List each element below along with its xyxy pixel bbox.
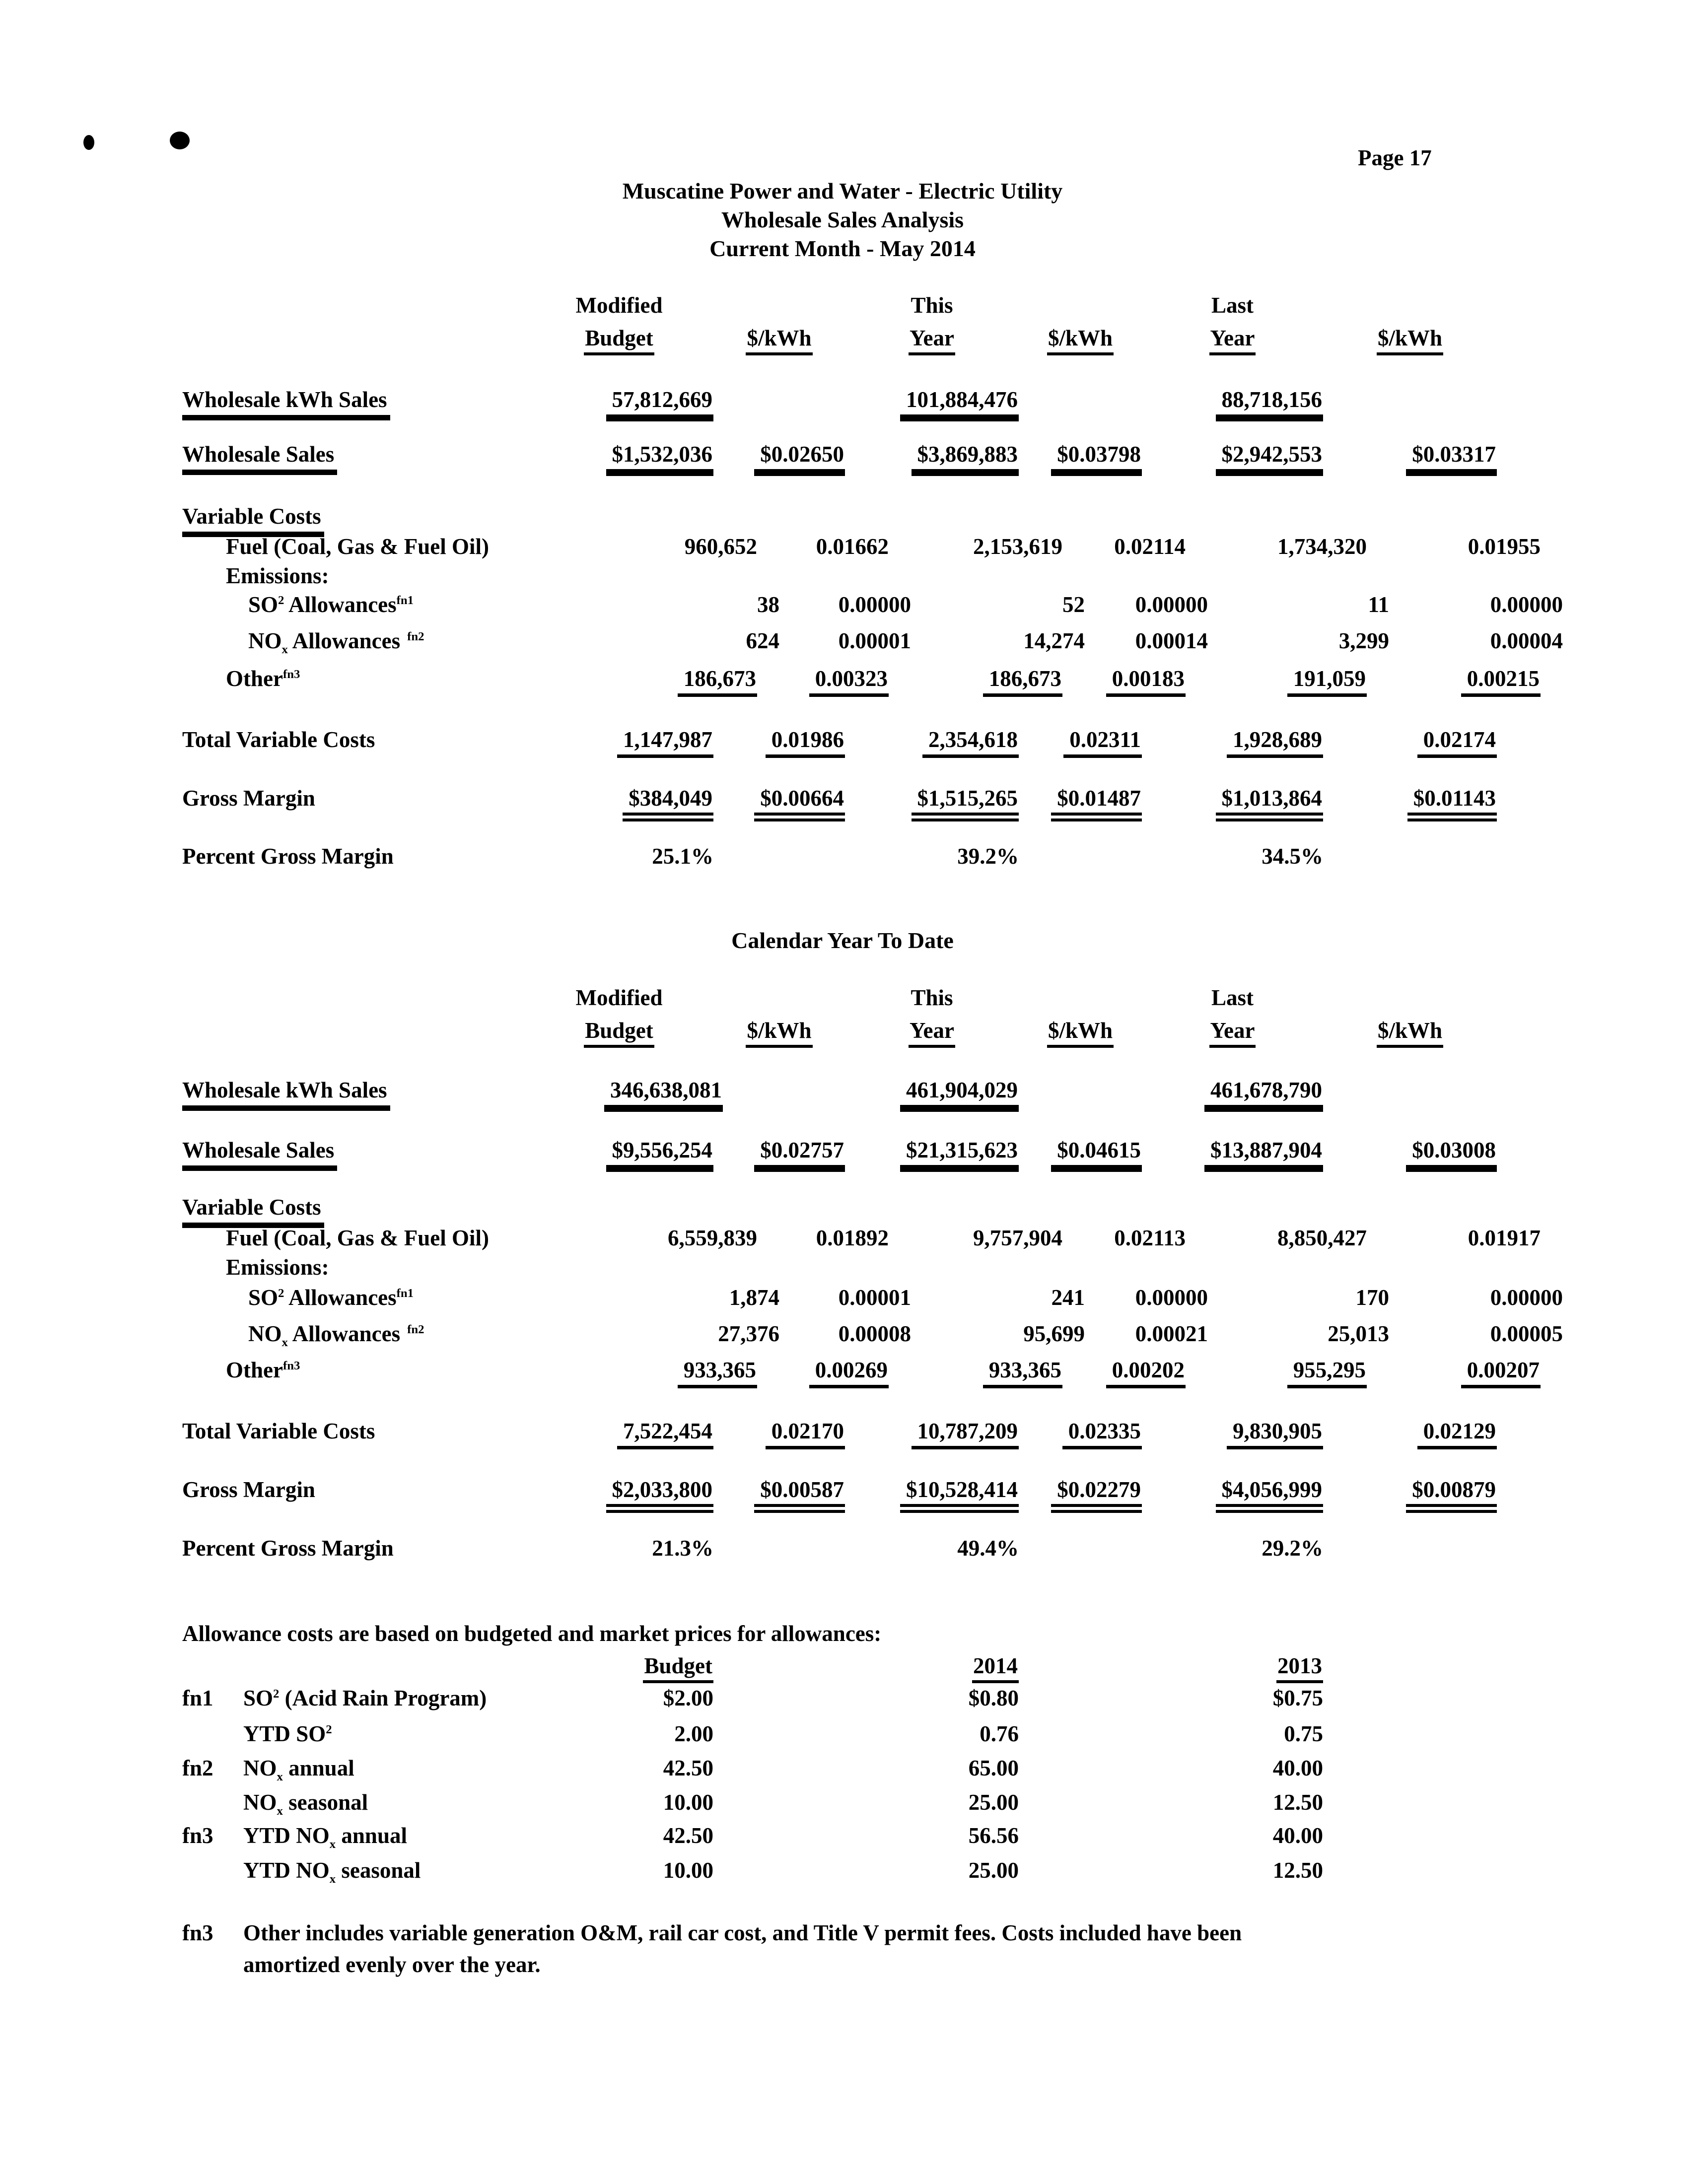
value: 0.00021 — [1135, 1321, 1208, 1346]
row-so2-allowances-ytd — [182, 1285, 1563, 1310]
col-header-year: Year — [909, 326, 955, 355]
column-header-row-top-ytd — [182, 985, 1497, 1010]
row-label: YTD SO — [243, 1721, 326, 1746]
value: 95,699 — [1023, 1321, 1085, 1346]
value: 0.00323 — [809, 666, 889, 697]
value: 0.02113 — [1114, 1226, 1186, 1250]
column-header-row-bottom — [182, 326, 1497, 355]
value: 0.01892 — [816, 1226, 889, 1250]
footnote-marker: fn1 — [396, 594, 414, 607]
value: $0.03317 — [1406, 442, 1497, 476]
col-header-budget: Budget — [643, 1653, 713, 1683]
value: 0.00014 — [1135, 628, 1208, 653]
report-period: Current Month - May 2014 — [709, 236, 976, 261]
row-label: Wholesale Sales — [182, 1138, 337, 1171]
value: 25,013 — [1328, 1321, 1389, 1346]
value: 34.5% — [1262, 844, 1323, 869]
footnote-fn3-note — [182, 1917, 1385, 1980]
value: 955,295 — [1287, 1358, 1367, 1388]
col-header-2013: 2013 — [1276, 1653, 1323, 1683]
value: 0.00004 — [1490, 628, 1563, 653]
row-label: Other — [226, 666, 283, 691]
value: $1,515,265 — [912, 786, 1019, 821]
subscript: x — [329, 1872, 336, 1886]
row-label: Other — [226, 1358, 283, 1382]
value: 0.00183 — [1106, 666, 1186, 697]
ink-speck — [83, 135, 94, 150]
row-label: Fuel (Coal, Gas & Fuel Oil) — [226, 534, 489, 559]
value: 241 — [1051, 1285, 1085, 1310]
value: $0.75 — [1272, 1686, 1323, 1710]
footnote-header-row — [182, 1653, 1323, 1683]
value: $0.01487 — [1051, 786, 1142, 821]
value: $0.00879 — [1406, 1477, 1497, 1513]
value: 0.00215 — [1461, 666, 1541, 697]
value: 65.00 — [968, 1756, 1019, 1780]
col-header-per-kwh: $/kWh — [1047, 326, 1114, 355]
value: 25.00 — [968, 1790, 1019, 1815]
row-label: YTD NO — [243, 1858, 330, 1883]
row-fuel-ytd — [182, 1226, 1541, 1250]
row-nox-allowances-ytd — [182, 1321, 1563, 1350]
footnote-marker: fn3 — [182, 1920, 213, 1945]
row-label: Fuel (Coal, Gas & Fuel Oil) — [226, 1226, 489, 1250]
value: 0.02174 — [1417, 727, 1497, 758]
row-total-variable-costs — [182, 727, 1497, 758]
value: 186,673 — [983, 666, 1062, 697]
footnote-row-ytd-nox-seasonal — [182, 1858, 1323, 1886]
row-percent-gross-margin — [182, 844, 1497, 869]
row-fuel — [182, 534, 1541, 559]
value: 933,365 — [983, 1358, 1062, 1388]
value: 0.01917 — [1468, 1226, 1541, 1250]
col-header-budget: Budget — [584, 326, 654, 355]
row-label: Percent Gross Margin — [182, 1536, 394, 1561]
col-header-this: This — [911, 985, 953, 1010]
footnote-row-so2 — [182, 1686, 1323, 1710]
value: 461,904,029 — [900, 1078, 1019, 1112]
value: 88,718,156 — [1216, 387, 1324, 421]
row-label-rest: Allowances — [287, 628, 401, 653]
col-header-per-kwh: $/kWh — [1047, 1018, 1114, 1048]
footnote-row-ytd-so2 — [182, 1721, 1323, 1746]
footnote-intro-text: Allowance costs are based on budgeted and market prices for allowances: — [182, 1621, 882, 1646]
row-label: Gross Margin — [182, 1477, 315, 1502]
footnote-marker: fn2 — [407, 1323, 424, 1336]
value: 0.02335 — [1062, 1419, 1142, 1449]
value: 21.3% — [652, 1536, 713, 1561]
col-header-this: This — [911, 293, 953, 318]
col-header-budget: Budget — [584, 1018, 654, 1048]
row-wholesale-kwh-sales — [182, 387, 1497, 421]
value: 0.00000 — [1135, 1285, 1208, 1310]
value: 42.50 — [663, 1756, 713, 1780]
subscript: x — [277, 1804, 283, 1818]
row-label: Wholesale kWh Sales — [182, 387, 390, 420]
row-percent-gross-margin-ytd — [182, 1536, 1497, 1561]
col-header-modified: Modified — [575, 985, 663, 1010]
row-label: YTD NO — [243, 1823, 330, 1848]
col-header-last: Last — [1211, 985, 1254, 1010]
value: 0.00001 — [838, 1285, 911, 1310]
row-label: Gross Margin — [182, 786, 315, 811]
col-header-per-kwh: $/kWh — [746, 1018, 812, 1048]
superscript: 2 — [278, 594, 284, 607]
value: 14,274 — [1023, 628, 1085, 653]
page-number: Page 17 — [1358, 145, 1432, 170]
value: $0.03008 — [1406, 1138, 1497, 1172]
value: $0.00587 — [754, 1477, 845, 1513]
superscript: 2 — [273, 1687, 280, 1701]
value: $1,013,864 — [1216, 786, 1324, 821]
value: 101,884,476 — [900, 387, 1019, 421]
value: 40.00 — [1272, 1823, 1323, 1848]
subscript: x — [281, 1336, 288, 1349]
value: 0.02311 — [1063, 727, 1142, 758]
row-wholesale-sales-ytd — [182, 1138, 1497, 1172]
col-header-per-kwh: $/kWh — [1377, 326, 1443, 355]
row-label: Percent Gross Margin — [182, 844, 394, 869]
value: 52 — [1062, 592, 1085, 617]
value: 624 — [746, 628, 779, 653]
value: 56.56 — [968, 1823, 1019, 1848]
value: 186,673 — [678, 666, 757, 697]
value: 346,638,081 — [604, 1078, 723, 1112]
report-subtitle: Wholesale Sales Analysis — [721, 207, 964, 232]
row-gross-margin — [182, 786, 1497, 821]
value: 191,059 — [1287, 666, 1367, 697]
value: 0.01662 — [816, 534, 889, 559]
value: 0.75 — [1284, 1721, 1323, 1746]
value: 0.01955 — [1468, 534, 1541, 559]
row-label: Total Variable Costs — [182, 1419, 375, 1443]
value: 12.50 — [1272, 1790, 1323, 1815]
value: 29.2% — [1262, 1536, 1323, 1561]
row-label-rest: seasonal — [336, 1858, 421, 1883]
row-label: NO — [243, 1756, 277, 1780]
row-label-rest: Allowances — [284, 592, 397, 617]
value: 12.50 — [1272, 1858, 1323, 1883]
row-label-rest: Allowances — [284, 1285, 397, 1310]
value: $0.02757 — [754, 1138, 845, 1172]
value: $4,056,999 — [1216, 1477, 1324, 1513]
value: 0.00000 — [1490, 1285, 1563, 1310]
value: $2,942,553 — [1216, 442, 1324, 476]
value: 42.50 — [663, 1823, 713, 1848]
ink-speck — [170, 132, 190, 149]
value: 960,652 — [684, 534, 757, 559]
report-title-block — [0, 177, 1685, 263]
value: 10.00 — [663, 1858, 713, 1883]
value: 38 — [757, 592, 779, 617]
footnote-marker: fn3 — [282, 668, 300, 681]
row-so2-allowances — [182, 592, 1563, 617]
value: 1,734,320 — [1277, 534, 1367, 559]
value: 0.01986 — [766, 727, 845, 758]
value: 57,812,669 — [606, 387, 714, 421]
row-label-rest: seasonal — [282, 1790, 368, 1815]
value: 0.02114 — [1114, 534, 1186, 559]
value: 2.00 — [674, 1721, 713, 1746]
row-label: NO — [248, 628, 282, 653]
value: 9,757,904 — [973, 1226, 1062, 1250]
value: $1,532,036 — [606, 442, 714, 476]
col-header-last: Last — [1211, 293, 1254, 318]
value: $9,556,254 — [606, 1138, 714, 1172]
report-title: Muscatine Power and Water - Electric Utility — [622, 178, 1063, 204]
value: $0.02650 — [754, 442, 845, 476]
value: 27,376 — [718, 1321, 779, 1346]
value: $10,528,414 — [900, 1477, 1019, 1513]
value: 10,787,209 — [912, 1419, 1019, 1449]
value: $2.00 — [663, 1686, 713, 1710]
value: $0.03798 — [1051, 442, 1142, 476]
row-label: Wholesale kWh Sales — [182, 1078, 390, 1111]
value: 39.2% — [957, 844, 1019, 869]
value: 9,830,905 — [1227, 1419, 1323, 1449]
value: 461,678,790 — [1204, 1078, 1323, 1112]
row-label: Wholesale Sales — [182, 442, 337, 475]
row-wholesale-sales — [182, 442, 1497, 476]
footnote-marker: fn3 — [282, 1359, 300, 1372]
value: 25.00 — [968, 1858, 1019, 1883]
row-label: Emissions: — [226, 1255, 329, 1280]
row-other — [182, 666, 1541, 697]
row-nox-allowances — [182, 628, 1563, 657]
value: 2,354,618 — [922, 727, 1019, 758]
value: 1,874 — [729, 1285, 779, 1310]
col-header-year: Year — [1209, 1018, 1256, 1048]
value: 0.00000 — [838, 592, 911, 617]
col-header-year: Year — [909, 1018, 955, 1048]
row-gross-margin-ytd — [182, 1477, 1497, 1513]
footnote-row-nox-annual — [182, 1756, 1323, 1784]
footnote-marker: fn1 — [182, 1686, 213, 1710]
row-label-rest: annual — [336, 1823, 407, 1848]
value: 25.1% — [652, 844, 713, 869]
subscript: x — [329, 1838, 336, 1851]
col-header-2014: 2014 — [972, 1653, 1019, 1683]
row-label: NO — [243, 1790, 277, 1815]
value: 1,147,987 — [617, 727, 713, 758]
value: 170 — [1355, 1285, 1389, 1310]
section-label: Variable Costs — [182, 504, 324, 537]
value: 10.00 — [663, 1790, 713, 1815]
value: $13,887,904 — [1204, 1138, 1323, 1172]
value: 0.00269 — [809, 1358, 889, 1388]
footnote-row-nox-seasonal — [182, 1790, 1323, 1818]
footnote-note-line2: amortized evenly over the year. — [243, 1952, 541, 1977]
value: 2,153,619 — [973, 534, 1062, 559]
value: 49.4% — [957, 1536, 1019, 1561]
row-label: Total Variable Costs — [182, 727, 375, 752]
value: $3,869,883 — [912, 442, 1019, 476]
row-label-rest: (Acid Rain Program) — [279, 1686, 487, 1710]
value: 1,928,689 — [1227, 727, 1323, 758]
superscript: 2 — [278, 1287, 284, 1300]
value: $2,033,800 — [606, 1477, 714, 1513]
row-other-ytd — [182, 1358, 1541, 1388]
value: 0.76 — [980, 1721, 1019, 1746]
row-label: SO — [248, 592, 279, 617]
value: 0.00005 — [1490, 1321, 1563, 1346]
value: 11 — [1368, 592, 1389, 617]
footnote-row-ytd-nox-annual — [182, 1823, 1323, 1851]
footnote-marker: fn2 — [182, 1756, 213, 1780]
value: 6,559,839 — [668, 1226, 757, 1250]
value: 8,850,427 — [1277, 1226, 1367, 1250]
row-wholesale-kwh-sales-ytd — [182, 1078, 1497, 1112]
value: 0.02170 — [766, 1419, 845, 1449]
row-emissions-header-ytd — [182, 1255, 648, 1280]
value: 0.00207 — [1461, 1358, 1541, 1388]
subscript: x — [281, 643, 288, 656]
value: $0.80 — [968, 1686, 1019, 1710]
value: $0.01143 — [1407, 786, 1497, 821]
col-header-per-kwh: $/kWh — [1377, 1018, 1443, 1048]
value: 0.00000 — [1135, 592, 1208, 617]
superscript: 2 — [326, 1723, 332, 1736]
value: $0.02279 — [1051, 1477, 1142, 1513]
value: 0.00202 — [1106, 1358, 1186, 1388]
value: 0.00001 — [838, 628, 911, 653]
value: $384,049 — [623, 786, 713, 821]
footnote-intro — [182, 1621, 881, 1646]
value: 0.00008 — [838, 1321, 911, 1346]
value: $0.00664 — [754, 786, 845, 821]
value: 3,299 — [1338, 628, 1389, 653]
col-header-per-kwh: $/kWh — [746, 326, 812, 355]
footnote-marker: fn3 — [182, 1823, 213, 1848]
footnote-note-line1: Other includes variable generation O&M, rail car cost, and Title V permit fees. Costs included have been — [243, 1920, 1242, 1945]
value: 40.00 — [1272, 1756, 1323, 1780]
col-header-modified: Modified — [575, 293, 663, 318]
row-label: NO — [248, 1321, 282, 1346]
section-title-ytd: Calendar Year To Date — [731, 928, 954, 953]
value: $0.04615 — [1051, 1138, 1142, 1172]
footnote-marker: fn1 — [396, 1287, 414, 1300]
row-variable-costs-header-ytd — [182, 1195, 604, 1228]
row-label: Emissions: — [226, 563, 329, 588]
value: $21,315,623 — [900, 1138, 1019, 1172]
value: 7,522,454 — [617, 1419, 713, 1449]
column-header-row-bottom-ytd — [182, 1018, 1497, 1048]
subscript: x — [277, 1770, 283, 1783]
section-label: Variable Costs — [182, 1195, 324, 1228]
column-header-row-top — [182, 293, 1497, 318]
footnote-marker: fn2 — [407, 630, 424, 643]
row-label-rest: Allowances — [287, 1321, 401, 1346]
row-label: SO — [243, 1686, 274, 1710]
row-label-rest: annual — [282, 1756, 354, 1780]
row-label: SO — [248, 1285, 279, 1310]
value: 933,365 — [678, 1358, 757, 1388]
value: 0.02129 — [1417, 1419, 1497, 1449]
row-emissions-header — [182, 563, 648, 588]
row-variable-costs-header — [182, 504, 604, 537]
row-total-variable-costs-ytd — [182, 1419, 1497, 1449]
value: 0.00000 — [1490, 592, 1563, 617]
col-header-year: Year — [1209, 326, 1256, 355]
